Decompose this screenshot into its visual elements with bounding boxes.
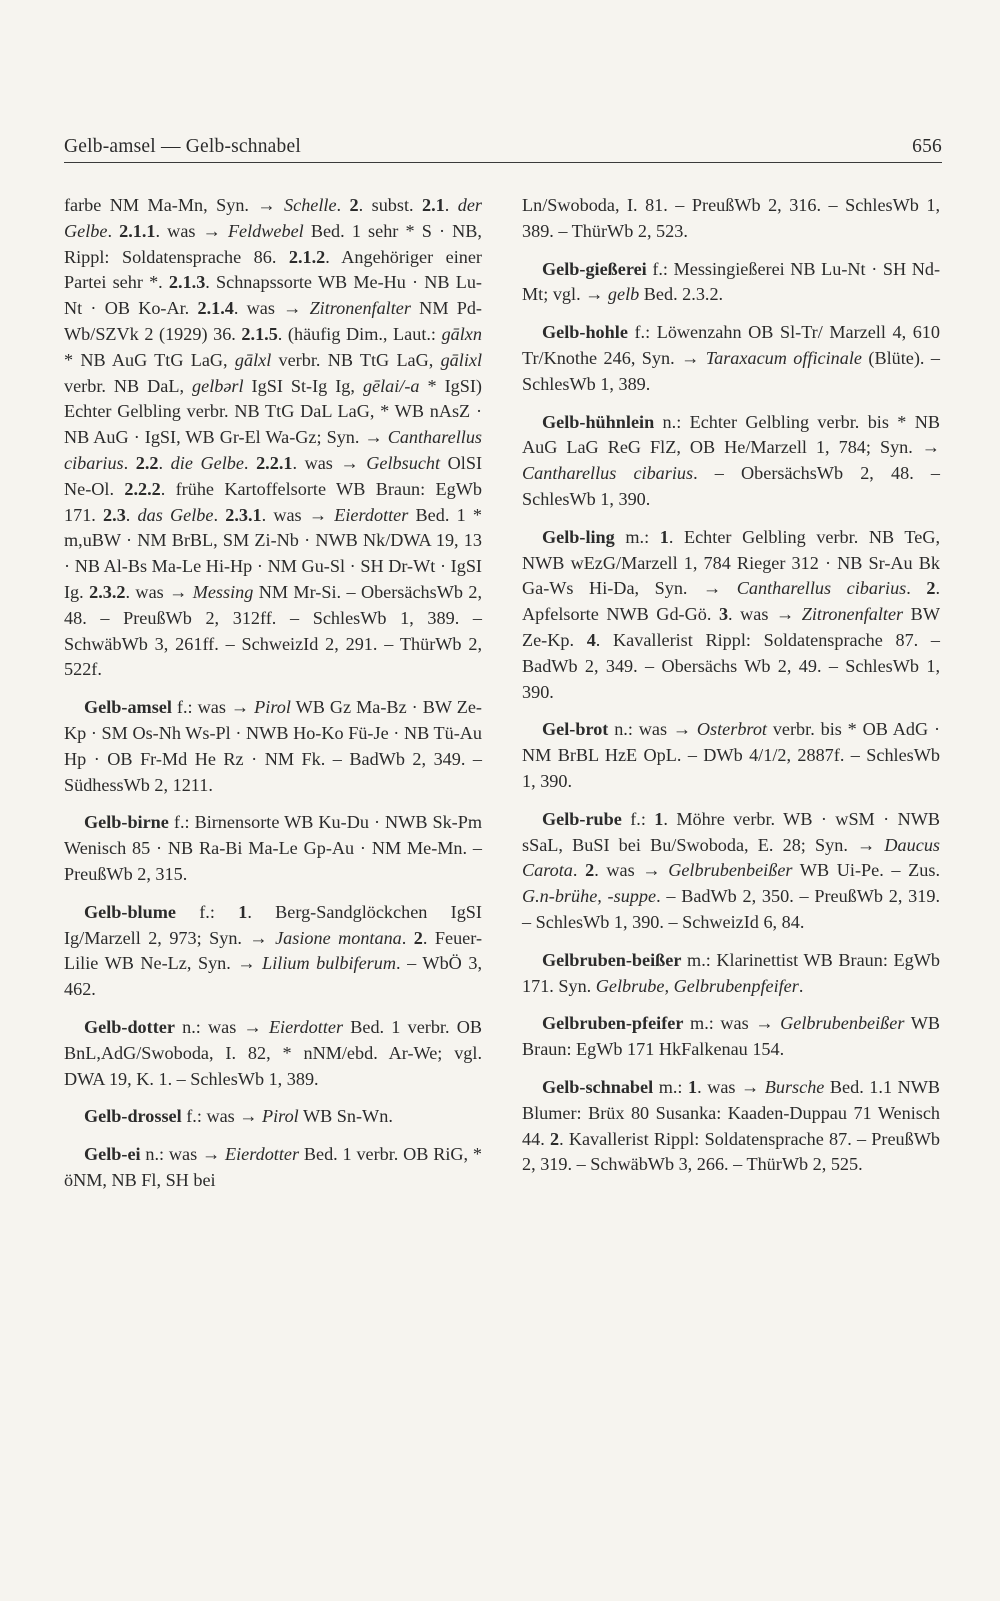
entry-gelbruben-pfeifer — [522, 1011, 940, 1063]
entry-text: verbr. NB DaL, — [64, 375, 193, 396]
entry-text: . was → — [233, 298, 310, 319]
entry-text: NM Pd-Wb/SZVk 2 (1929) 36. — [64, 298, 482, 344]
entry-text: Ln/Swoboda, I. 81. – PreußWb 2, 316. – SchlesWb 1, 389. – ThürWb 2, 523. — [522, 195, 940, 241]
entry-headword: Gelb-hohle — [542, 322, 628, 343]
entry-headword: Gelb-birne — [84, 812, 169, 833]
entry-text: * IgSI) Echter Gelbling verbr. NB TtG DaL LaG, * WB nAsZ · NB AuG · IgSI, WB Gr-El Wa-Gz; Syn. → — [64, 375, 482, 448]
entry-text: . Kavallerist Rippl: Soldatensprache 87. – PreußWb 2, 319. – SchwäbWb 3, 266. – ThürWb 2, 525. — [522, 1128, 940, 1175]
entry-text: NM Mr-Si. – ObersächsWb 2, 48. – PreußWb 2, 312ff. – SchlesWb 1, 389. – SchwäbWb 3, 261ff. – SchweizId 2, 291. – ThürWb 2, 522f. — [64, 581, 483, 680]
entry-cont2 — [522, 193, 940, 245]
italic-term: Gelbrubenbeißer — [668, 860, 793, 881]
sense-number: 3 — [718, 604, 729, 625]
entry-text: . – WbÖ 3, 462. — [64, 953, 482, 1000]
italic-term: gālxl — [234, 349, 272, 370]
entry-text: . — [125, 504, 138, 525]
entry-text: . Echter Gelbling verbr. NB TeG, NWB wEzG/Marzell 1, 784 Rieger 312 · NB Sr-Au Bk Ga-Ws Hi-Da, Syn. → — [522, 526, 940, 599]
entry-text: . – BadWb 2, 350. – PreußWb 2, 319. – SchlesWb 1, 390. – SchweizId 6, 84. — [522, 886, 940, 932]
italic-term: Eierdotter — [268, 1016, 344, 1037]
entry-text: m.: Klarinettist WB Braun: EgWb 171. Syn. — [522, 949, 940, 996]
entry-text: . — [572, 860, 586, 881]
entry-headword: Gelb-rube — [542, 808, 622, 829]
sense-number: 2.2 — [135, 452, 159, 473]
entry-text: f.: Birnensorte WB Ku-Du · NWB Sk-Pm Wenisch 85 · NB Ra-Bi Ma-Le Gp-Au · NM Me-Mn. – PreußWb 2, 315. — [64, 812, 482, 884]
entry-text: f.: Löwenzahn OB Sl-Tr/ Marzell 4, 610 Tr/Knothe 246, Syn. → — [522, 322, 940, 368]
entry-gelb-huehnlein — [522, 410, 940, 513]
entry-text: . was → — [697, 1076, 765, 1097]
italic-term: Gelbsucht — [366, 452, 441, 473]
entry-text: verbr. NB TtG LaG, — [271, 349, 441, 370]
entry-headword: Gelbruben-beißer — [542, 949, 682, 970]
entry-text: . subst. — [358, 195, 423, 215]
entry-text: m.: — [614, 526, 660, 547]
entry-gelbruben-beisser — [522, 948, 940, 1000]
italic-term: gēlai/-a — [362, 375, 420, 396]
entry-headword: Gel-brot — [542, 719, 609, 740]
entry-headword: Gelb-drossel — [84, 1106, 182, 1127]
entry-text: f.: was → — [171, 697, 255, 718]
entry-headword: Gelb-dotter — [84, 1016, 175, 1037]
sense-number: 2.1.5 — [241, 323, 278, 344]
entry-gelb-ling — [522, 525, 940, 706]
italic-term: Jasione montana — [275, 927, 402, 948]
entry-text: . Apfelsorte NWB Gd-Gö. — [522, 578, 940, 625]
italic-term: Eierdotter — [224, 1144, 300, 1165]
entry-gelb-dotter — [64, 1015, 482, 1092]
entry-text: WB Ui-Pe. – Zus. — [792, 860, 941, 881]
entry-text: . — [158, 452, 171, 473]
entry-text: . Schnapssorte WB Me-Hu · NB Lu-Nt · OB Ko-Ar. — [64, 272, 482, 319]
entry-headword: Gelbruben-pfeifer — [542, 1013, 684, 1034]
italic-term: Feldwebel — [227, 220, 304, 241]
entry-headword: Gelb-blume — [84, 901, 176, 922]
entry-gelb-rube — [522, 807, 940, 936]
entry-headword: Gelb-schnabel — [542, 1076, 654, 1097]
italic-term: gelbərl — [192, 375, 244, 396]
entry-text: f.: was → — [181, 1106, 263, 1127]
sense-number: 2.1.1 — [119, 220, 156, 241]
italic-term: Gelbrubenbeißer — [780, 1013, 905, 1034]
entry-cont — [64, 193, 482, 683]
running-header — [64, 132, 942, 163]
italic-term: der Gelbe — [64, 195, 483, 241]
italic-term: Pirol — [254, 697, 291, 718]
entry-text: . Möhre verbr. WB · wSM · NWB sSaL, BuSI bei Bu/Swoboda, E. 28; Syn. → — [522, 808, 940, 855]
entry-text: . — [107, 220, 120, 241]
italic-term: gālxn — [441, 323, 482, 344]
italic-term: gālixl — [440, 349, 482, 370]
entry-text: farbe NM Ma-Mn, Syn. → — [64, 195, 285, 215]
sense-number: 2.3.1 — [225, 504, 262, 525]
entry-headword: Gelb-hühnlein — [542, 411, 655, 432]
entry-text: n.: was → — [174, 1016, 269, 1037]
entry-gelb-blume — [64, 900, 482, 1003]
sense-number: 2.1.3 — [168, 272, 206, 293]
entry-text: n.: was → — [608, 719, 697, 740]
entry-text: . was → — [155, 220, 228, 241]
italic-term: die Gelbe — [170, 452, 244, 473]
sense-number: 2.2.1 — [256, 452, 293, 473]
entry-text: . was → — [728, 604, 802, 625]
entry-text: . — [444, 195, 458, 215]
italic-term: Zitronenfalter — [309, 298, 411, 319]
entry-text: Bed. 1 * m,uBW · NM BrBL, SM Zi-Nb · NWB Nk/DWA 19, 13 · NB Al-Bs Ma-Le Hi-Hp · NM Gu-Sl · SH Dr-Wt · IgSI Ig. — [64, 504, 483, 602]
italic-term: das Gelbe — [137, 504, 214, 525]
entry-text: . Berg-Sandglöckchen IgSI Ig/Marzell 2, 973; Syn. → — [64, 901, 482, 948]
sense-number: 2 — [926, 578, 936, 599]
entry-text: . — [336, 195, 350, 215]
italic-term: Lilium bulbiferum — [262, 953, 396, 974]
entry-text: . — [213, 504, 226, 525]
entry-text: . – ObersächsWb 2, 48. – SchlesWb 1, 390. — [522, 463, 940, 509]
sense-number: 2 — [413, 927, 423, 948]
entry-gel-brot — [522, 717, 940, 794]
page-number: 656 — [912, 136, 942, 157]
entry-gelb-amsel — [64, 695, 482, 798]
entry-text: . was → — [261, 504, 335, 525]
sense-number: 2 — [349, 195, 359, 215]
entry-text: Bed. 1.1 NWB Blumer: Brüx 80 Susanka: Kaaden-Duppau 71 Wenisch 44. — [522, 1076, 941, 1149]
entry-text: . was → — [594, 860, 669, 881]
italic-term: Zitronenfalter — [801, 604, 904, 625]
italic-term: Cantharellus cibarius — [736, 578, 907, 599]
entry-gelb-drossel — [64, 1104, 482, 1130]
italic-term: Cantharellus cibarius — [64, 427, 482, 473]
entry-text: . was → — [125, 581, 193, 602]
sense-number: 2.1 — [422, 195, 445, 215]
entry-gelb-hohle — [522, 320, 940, 397]
left-column — [64, 193, 482, 1206]
entry-text: . Feuer-Lilie WB Ne-Lz, Syn. → — [64, 927, 483, 974]
italic-term: Gelbrube, Gelbrubenpfeifer — [595, 975, 799, 996]
sense-number: 1 — [238, 901, 248, 922]
entry-text: Bed. 1 verbr. OB BnL,AdG/Swoboda, I. 82, * nNM/ebd. Ar-We; vgl. DWA 19, K. 1. – SchlesWb 1, 389. — [64, 1016, 482, 1089]
entry-text: . frühe Kartoffelsorte WB Braun: EgWb 171. — [64, 478, 483, 525]
sense-number: 2.2.2 — [124, 478, 161, 499]
entry-text: WB Sn-Wn. — [298, 1106, 393, 1127]
entry-text: (Blüte). – SchlesWb 1, 389. — [522, 347, 940, 394]
entry-text: WB Braun: EgWb 171 HkFalkenau 154. — [522, 1013, 940, 1060]
entry-text: . — [123, 452, 136, 473]
entry-text: n.: Echter Gelbling verbr. bis * NB AuG LaG ReG FlZ, OB He/Marzell 1, 784; Syn. → — [522, 411, 940, 458]
sense-number: 1 — [654, 808, 664, 829]
sense-number: 1 — [659, 526, 669, 547]
sense-number: 2.3.2 — [89, 581, 126, 602]
entry-text: Bed. 1 sehr * S · NB, Rippl: Soldatensprache 86. — [64, 220, 482, 267]
entry-gelb-schnabel — [522, 1075, 940, 1178]
right-column — [522, 193, 940, 1190]
entry-text: BW Ze-Kp. — [522, 604, 940, 650]
entry-headword: Gelb-ei — [84, 1144, 141, 1165]
entry-text: * NB AuG TtG LaG, — [64, 349, 235, 370]
entry-text: n.: was → — [140, 1144, 225, 1165]
italic-term: Messing — [192, 581, 254, 602]
entry-headword: Gelb-amsel — [84, 697, 172, 718]
entry-headword: Gelb-gießerei — [542, 258, 647, 279]
entry-gelb-ei — [64, 1142, 482, 1194]
sense-number: 2.3 — [103, 504, 126, 525]
entry-text: . — [798, 975, 804, 996]
entry-text: . (häufig Dim., Laut.: — [277, 323, 442, 344]
sense-number: 2.1.4 — [197, 298, 234, 319]
entry-text: m.: — [653, 1076, 689, 1097]
entry-text: Bed. 2.3.2. — [639, 284, 724, 305]
entry-text: Bed. 1 verbr. OB RiG, * öNM, NB Fl, SH bei — [64, 1144, 483, 1190]
italic-term: G.n-brühe, -suppe — [522, 886, 657, 907]
entry-text: m.: was → — [683, 1013, 781, 1034]
entry-text: . — [243, 452, 257, 473]
italic-term: Daucus Carota — [522, 834, 940, 881]
italic-term: Pirol — [262, 1106, 299, 1127]
entry-text: verbr. bis * OB AdG · NM BrBL HzE OpL. – DWb 4/1/2, 2887f. – SchlesWb 1, 390. — [522, 719, 940, 791]
italic-term: Taraxacum officinale — [705, 347, 862, 368]
entry-headword: Gelb-ling — [542, 526, 615, 547]
italic-term: Bursche — [764, 1076, 825, 1097]
entry-text: f.: — [175, 901, 239, 922]
entry-text: . Angehöriger einer Partei sehr *. — [64, 246, 482, 293]
entry-text: IgSI St-Ig Ig, — [243, 375, 363, 396]
italic-term: Cantharellus cibarius — [522, 463, 694, 484]
entry-text: f.: — [621, 808, 655, 829]
sense-number: 1 — [688, 1076, 698, 1097]
sense-number: 2.1.2 — [288, 246, 326, 267]
entry-text: . — [906, 578, 927, 599]
entry-text: . — [401, 927, 414, 948]
entry-gelb-birne — [64, 810, 482, 887]
entry-text: OlSI Ne-Ol. — [64, 452, 483, 499]
italic-term: Eierdotter — [334, 504, 409, 525]
sense-number: 4 — [586, 629, 596, 650]
entry-text: f.: Messingießerei NB Lu-Nt · SH Nd-Mt; vgl. → — [522, 258, 940, 305]
italic-term: Schelle — [284, 195, 337, 215]
italic-term: gelb — [607, 284, 640, 305]
entry-gelb-giesserei — [522, 257, 940, 309]
entry-text: WB Gz Ma-Bz · BW Ze-Kp · SM Os-Nh Ws-Pl · NWB Ho-Ko Fü-Je · NB Tü-Au Hp · OB Fr-Md He Rz · NM Fk. – BadWb 2, 349. – SüdhessWb 2, 1211. — [64, 697, 482, 795]
italic-term: Osterbrot — [696, 719, 767, 740]
entry-text: . was → — [292, 452, 367, 473]
entry-text: . Kavallerist Rippl: Soldatensprache 87. – BadWb 2, 349. – Obersächs Wb 2, 49. – SchlesWb 1, 390. — [522, 629, 941, 702]
sense-number: 2 — [549, 1128, 560, 1149]
running-title: Gelb-amsel — Gelb-schnabel — [64, 136, 301, 157]
sense-number: 2 — [585, 860, 595, 881]
